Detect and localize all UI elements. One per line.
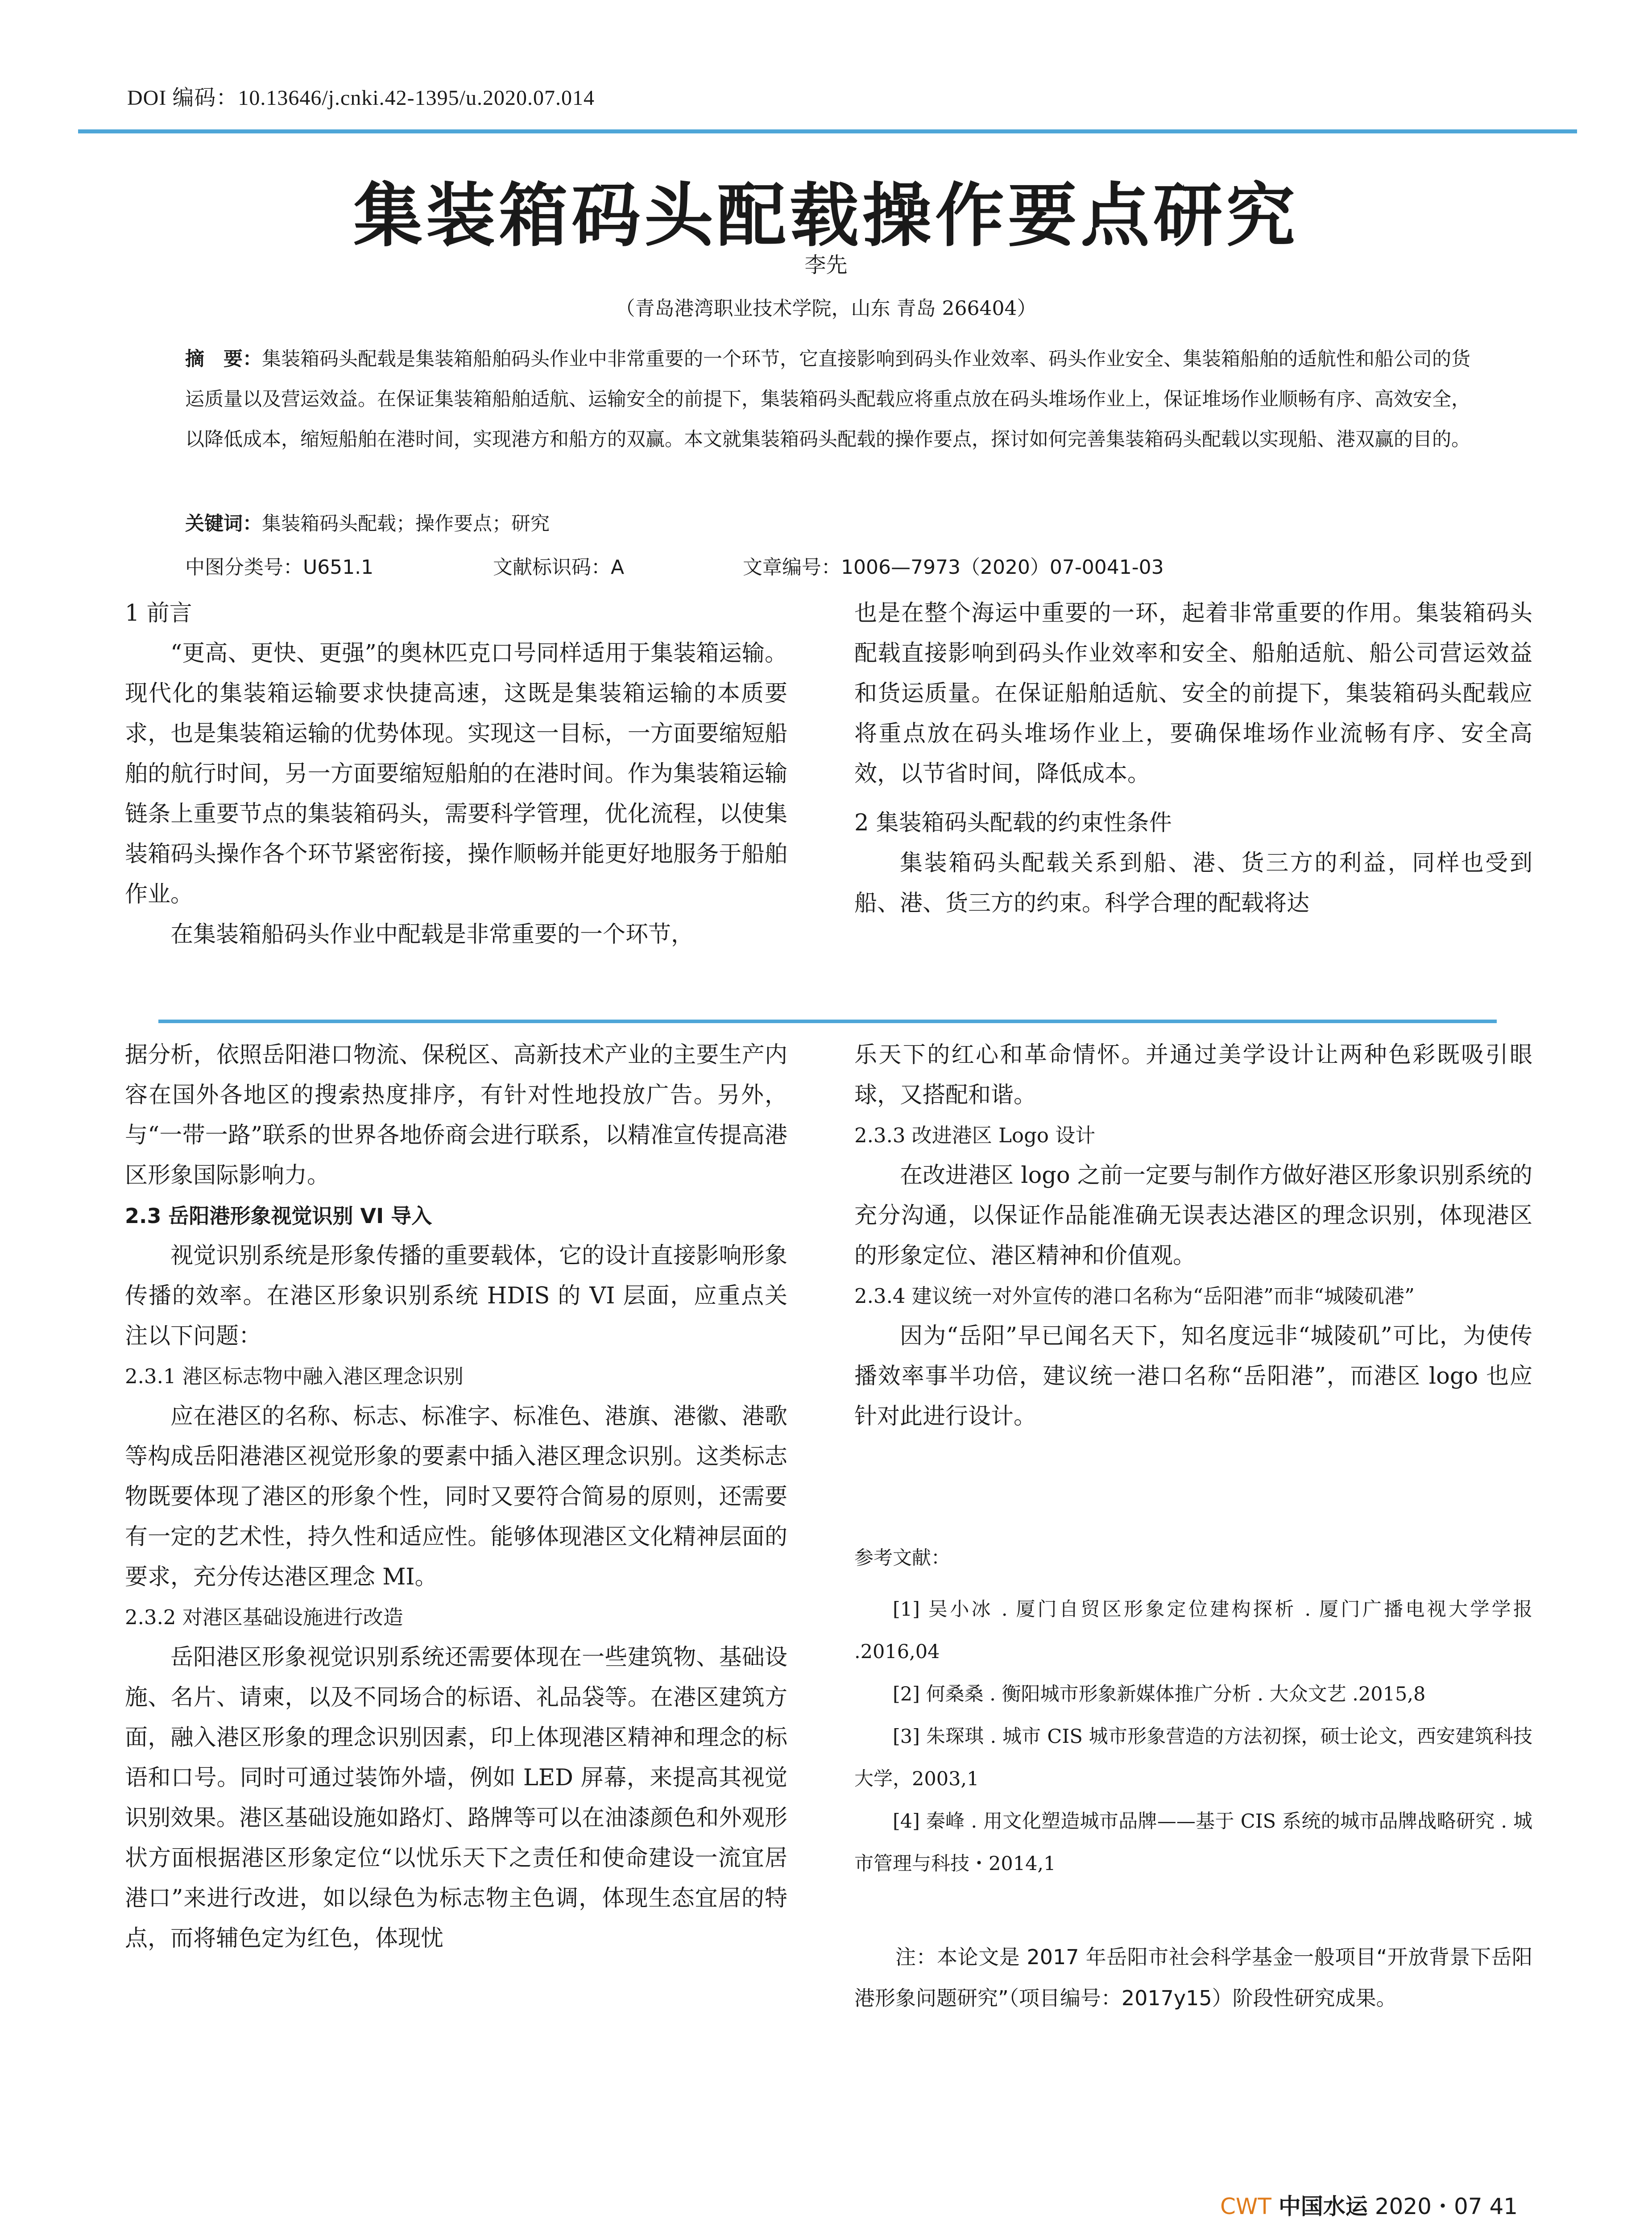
clc-number: 中图分类号：U651.1: [185, 556, 374, 579]
article-title: 集装箱码头配载操作要点研究: [353, 175, 1299, 256]
section-divider: [158, 1020, 1497, 1023]
section-heading-constraints: 2 集装箱码头配载的约束性条件: [854, 810, 1172, 836]
continued-paragraph: 据分析，依照岳阳港口物流、保税区、高新技术产业的主要生产内容在国外各地区的搜索热度排序，有针对性地投放广告。另外，与“一带一路”联系的世界各地侨商会进行联系，以精准宣传提高港区形象国际影响力。: [125, 1042, 787, 1189]
lower-right-column: [854, 1035, 1532, 1437]
lower-left-column: [125, 1035, 787, 1959]
upper-left-column: [125, 593, 787, 955]
intro-continued-paragraph: 也是在整个海运中重要的一环，起着非常重要的作用。集装箱码头配载直接影响到码头作业效率和安全、船舶适航、船公司营运效益和货运质量。在保证船舶适航、安全的前提下，集装箱码头配载应将重点放在码头堆场作业上，要确保堆场作业流畅有序、安全高效，以节省时间，降低成本。: [854, 600, 1532, 787]
heading-2-3-3: 2.3.3 改进港区 Logo 设计: [854, 1124, 1096, 1147]
reference-item: [4] 秦峰 . 用文化塑造城市品牌——基于 CIS 系统的城市品牌战略研究 . 城市管理与科技・2014,1: [854, 1810, 1532, 1875]
section-heading-intro: 1 前言: [125, 600, 192, 626]
paragraph-2-3-4: 因为“岳阳”早已闻名天下，知名度远非“城陵矶”可比，为使传播效率事半功倍，建议统一港口名称“岳阳港”，而港区 logo 也应针对此进行设计。: [854, 1323, 1532, 1430]
continued-paragraph-right: 乐天下的红心和革命情怀。并通过美学设计让两种色彩既吸引眼球，又搭配和谐。: [854, 1042, 1532, 1108]
intro-paragraph-1: “更高、更快、更强”的奥林匹克口号同样适用于集装箱运输。现代化的集装箱运输要求快捷高速，这既是集装箱运输的本质要求，也是集装箱运输的优势体现。实现这一目标，一方面要缩短船舶的航行时间，另一方面要缩短船舶的在港时间。作为集装箱运输链条上重要节点的集装箱码头，需要科学管理，优化流程，以使集装箱码头操作各个环节紧密衔接，操作顺畅并能更好地服务于船舶作业。: [125, 640, 787, 908]
references: [854, 1537, 1532, 1885]
heading-2-3: 2.3 岳阳港形象视觉识别 VI 导入: [125, 1204, 432, 1228]
reference-item: [2] 何桑桑 . 衡阳城市形象新媒体推广分析 . 大众文艺 .2015,8: [893, 1683, 1426, 1705]
constraints-paragraph: 集装箱码头配载关系到船、港、货三方的利益，同样也受到船、港、货三方的约束。科学合理的配载将达: [854, 850, 1532, 916]
journal-name: 中国水运: [1278, 2194, 1368, 2219]
issue-number: 2020・07: [1375, 2194, 1482, 2219]
keywords-label: 关键词：: [185, 513, 262, 535]
reference-item: [1] 吴小冰 . 厦门自贸区形象定位建构探析 . 厦门广播电视大学学报 .2016,04: [854, 1598, 1532, 1663]
cwt-logo: CWT: [1220, 2194, 1271, 2219]
paragraph-2-3: 视觉识别系统是形象传播的重要载体，它的设计直接影响形象传播的效率。在港区形象识别系统 HDIS 的 VI 层面，应重点关注以下问题：: [125, 1243, 787, 1349]
page-footer: [1220, 2189, 1518, 2221]
heading-2-3-1: 2.3.1 港区标志物中融入港区理念识别: [125, 1364, 464, 1388]
heading-2-3-2: 2.3.2 对港区基础设施进行改造: [125, 1605, 403, 1629]
abstract-text: 集装箱码头配载是集装箱船舶码头作业中非常重要的一个环节，它直接影响到码头作业效率、码头作业安全、集装箱船舶的适航性和船公司的货运质量以及营运效益。在保证集装箱船舶适航、运输安全的前提下，集装箱码头配载应将重点放在码头堆场作业上，保证堆场作业顺畅有序、高效安全，以降低成本，缩短船舶在港时间，实现港方和船方的双赢。本文就集装箱码头配载的操作要点，探讨如何完善集装箱码头配载以实现船、港双赢的目的。: [185, 348, 1470, 451]
top-divider: [78, 129, 1577, 133]
funding-note: 注：本论文是 2017 年岳阳市社会科学基金一般项目“开放背景下岳阳港形象问题研究”（项目编号：2017y15）阶段性研究成果。: [854, 1945, 1532, 2010]
abstract: [185, 339, 1488, 460]
abstract-label: 摘 要：: [185, 348, 262, 370]
classification-line: [185, 551, 1488, 580]
paragraph-2-3-2: 岳阳港区形象视觉识别系统还需要体现在一些建筑物、基础设施、名片、请柬，以及不同场合的标语、礼品袋等。在港区建筑方面，融入港区形象的理念识别因素，印上体现港区精神和理念的标语和口号。同时可通过装饰外墙，例如 LED 屏幕，来提高其视觉识别效果。港区基础设施如路灯、路牌等可以在油漆颜色和外观形状方面根据港区形象定位“以忧乐天下之责任和使命建设一流宜居港口”来进行改进，如以绿色为标志物主色调，体现生态宜居的特点，而将辅色定为红色，体现忧: [125, 1644, 787, 1952]
heading-2-3-4: 2.3.4 建议统一对外宣传的港口名称为“岳阳港”而非“城陵矶港”: [854, 1284, 1415, 1308]
intro-paragraph-2: 在集装箱船码头作业中配载是非常重要的一个环节，: [170, 921, 694, 948]
keywords: [185, 509, 1488, 536]
author-affiliation: （青岛港湾职业技术学院，山东 青岛 266404）: [615, 297, 1037, 320]
page-number: 41: [1489, 2194, 1518, 2219]
doi-line: DOI 编码：10.13646/j.cnki.42-1395/u.2020.07.014: [127, 86, 595, 110]
upper-right-column: [854, 593, 1532, 924]
paragraph-2-3-3: 在改进港区 logo 之前一定要与制作方做好港区形象识别系统的充分沟通，以保证作品能准确无误表达港区的理念识别，体现港区的形象定位、港区精神和价值观。: [854, 1162, 1532, 1269]
references-heading: 参考文献：: [854, 1547, 950, 1569]
article-number: 文章编号：1006—7973（2020）07-0041-03: [743, 556, 1164, 579]
document-code: 文献标识码：A: [493, 556, 625, 579]
paragraph-2-3-1: 应在港区的名称、标志、标准字、标准色、港旗、港徽、港歌等构成岳阳港港区视觉形象的要素中插入港区理念识别。这类标志物既要体现了港区的形象个性，同时又要符合简易的原则，还需要有一定的艺术性，持久性和适应性。能够体现港区文化精神层面的要求，充分传达港区理念 MI。: [125, 1403, 787, 1590]
author-name: 李先: [804, 253, 848, 278]
keywords-text: 集装箱码头配载；操作要点；研究: [262, 513, 550, 535]
reference-item: [3] 朱琛琪 . 城市 CIS 城市形象营造的方法初探，硕士论文，西安建筑科技大学，2003,1: [854, 1725, 1532, 1790]
